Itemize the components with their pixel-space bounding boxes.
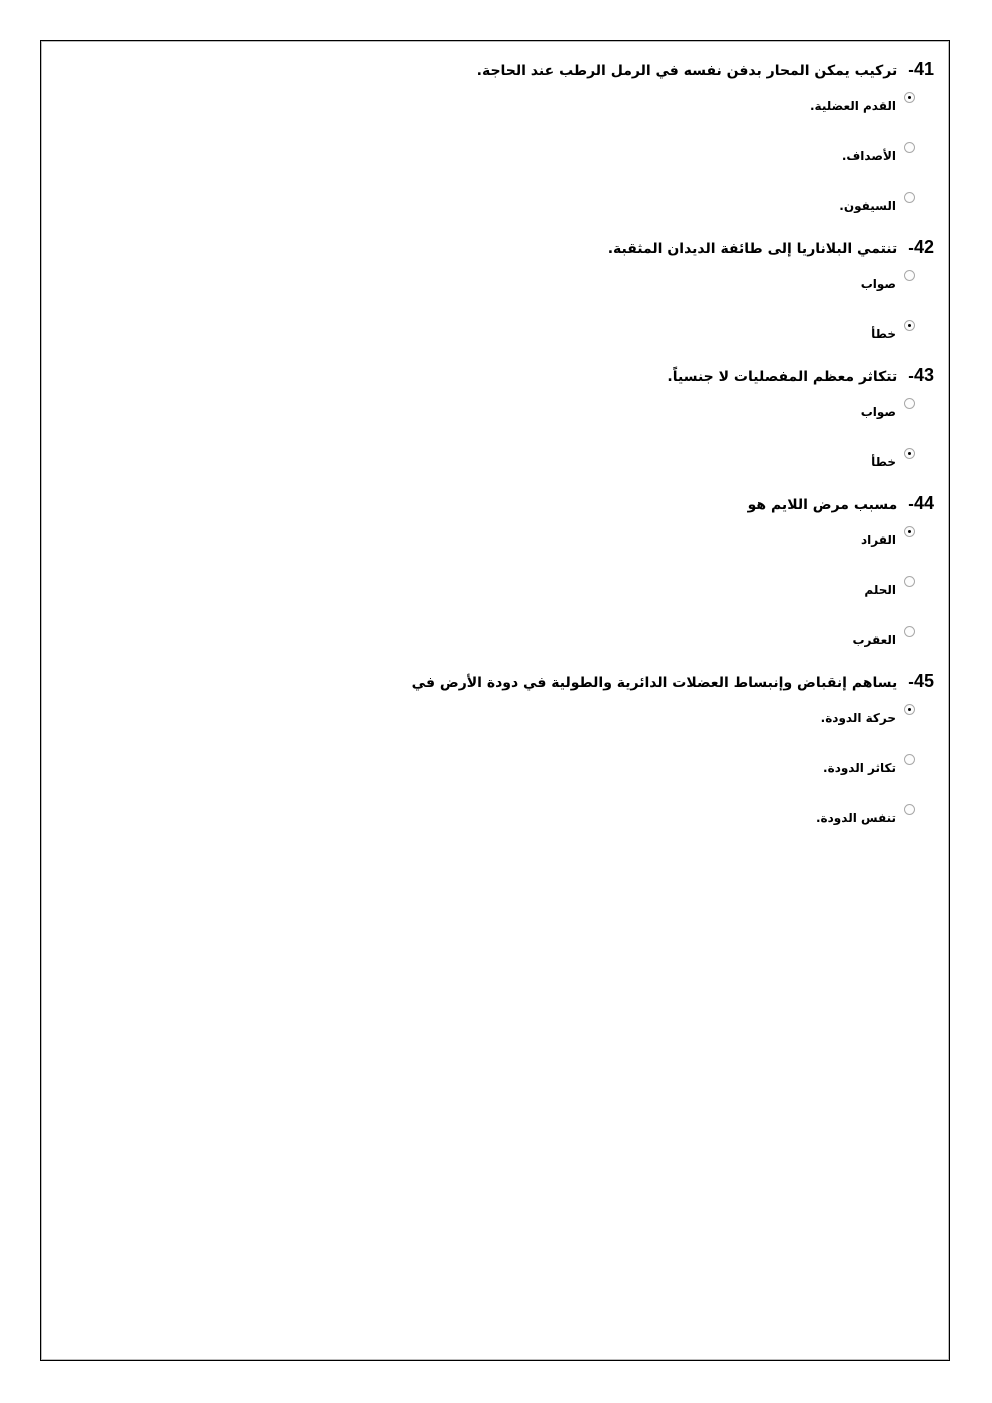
question-text: تركيب يمكن المحار بدفن نفسه في الرمل الرطب عند الحاجة. (476, 63, 898, 79)
question-number: 45 (913, 671, 934, 691)
option-label: الأصداف. (841, 149, 896, 163)
question-43 (414, 364, 934, 488)
option-row[interactable] (414, 142, 934, 182)
option-label: القراد (861, 533, 896, 547)
option-row[interactable] (414, 576, 934, 616)
option-row[interactable] (414, 192, 934, 232)
option-label: الحلم (864, 583, 896, 597)
question-text: يساهم إنقباض وإنبساط العضلات الدائرية والطولية في دودة الأرض في (411, 675, 898, 691)
option-row[interactable] (414, 704, 934, 744)
question-text: تنتمي البلاناريا إلى طائفة الديدان المثقبة. (607, 241, 898, 257)
question-text: مسبب مرض اللايم هو (747, 497, 898, 513)
option-row[interactable] (414, 754, 934, 794)
option-label: خطأ (871, 327, 896, 341)
question-header (414, 364, 934, 388)
option-row[interactable] (414, 526, 934, 566)
radio-button[interactable] (904, 398, 915, 409)
radio-button[interactable] (904, 626, 915, 637)
radio-button[interactable] (904, 320, 915, 331)
question-header (414, 236, 934, 260)
question-45 (411, 670, 934, 844)
option-row[interactable] (414, 92, 934, 132)
option-row[interactable] (414, 398, 934, 438)
option-label: خطأ (871, 455, 896, 469)
option-label: السيفون. (839, 199, 896, 213)
option-label: القدم العضلية. (809, 99, 896, 113)
quiz-content (411, 58, 934, 844)
option-row[interactable] (414, 320, 934, 360)
question-separator: - (908, 675, 914, 691)
question-separator: - (908, 63, 914, 79)
radio-button[interactable] (904, 142, 915, 153)
question-header (414, 492, 934, 516)
radio-button[interactable] (904, 754, 915, 765)
radio-button[interactable] (904, 576, 915, 587)
option-row[interactable] (414, 804, 934, 844)
radio-button[interactable] (904, 192, 915, 203)
question-separator: - (908, 369, 914, 385)
question-text: تتكاثر معظم المفصليات لا جنسياً. (667, 369, 898, 385)
option-row[interactable] (414, 448, 934, 488)
radio-button[interactable] (904, 804, 915, 815)
radio-button[interactable] (904, 448, 915, 459)
radio-button[interactable] (904, 92, 915, 103)
question-number: 41 (913, 59, 934, 79)
question-44 (414, 492, 934, 666)
question-header (411, 670, 934, 694)
option-label: تنفس الدودة. (816, 811, 896, 825)
question-42 (414, 236, 934, 360)
question-separator: - (908, 497, 914, 513)
option-label: صواب (860, 277, 896, 291)
question-number: 44 (913, 493, 934, 513)
option-label: صواب (860, 405, 896, 419)
option-label: تكاثر الدودة. (823, 761, 896, 775)
radio-button[interactable] (904, 526, 915, 537)
option-label: العقرب (852, 633, 896, 647)
option-row[interactable] (414, 626, 934, 666)
question-41 (414, 58, 934, 232)
radio-button[interactable] (904, 704, 915, 715)
question-number: 42 (913, 237, 934, 257)
question-number: 43 (913, 365, 934, 385)
radio-button[interactable] (904, 270, 915, 281)
option-row[interactable] (414, 270, 934, 310)
question-separator: - (908, 241, 914, 257)
option-label: حركة الدودة. (820, 711, 896, 725)
question-header (414, 58, 934, 82)
